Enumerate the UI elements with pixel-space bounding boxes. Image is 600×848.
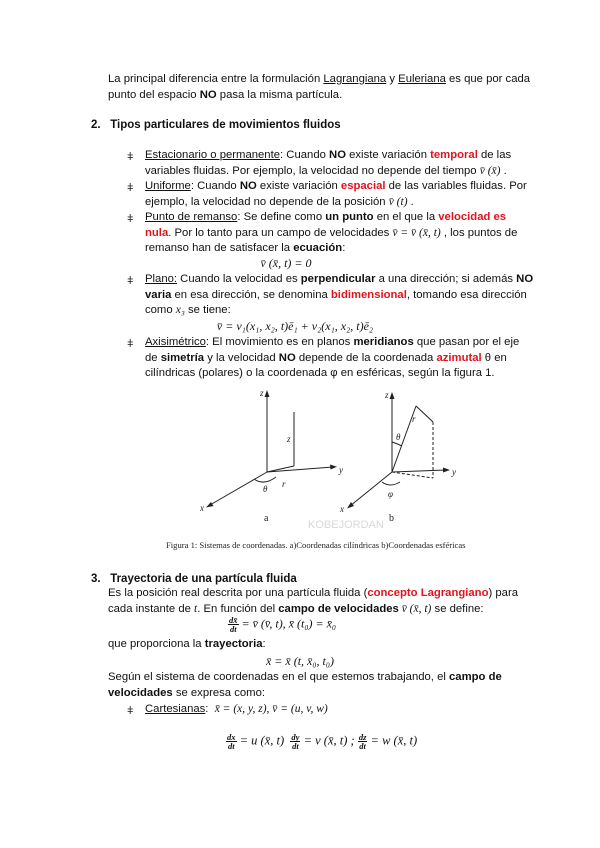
figure-coordinate-systems xyxy=(190,382,490,532)
intro-line-2 xyxy=(108,88,548,104)
item-text: en esa dirección, se denomina xyxy=(171,288,331,301)
equation-remanso: v̄ (x̄, t) = 0 xyxy=(260,256,312,270)
fig-label: r xyxy=(282,479,286,489)
para-text: : xyxy=(205,703,209,715)
para-text: Según el sistema de coordenadas en el que estemos trabajando, el xyxy=(108,671,450,683)
term-axisimetrico: Axisimétrico xyxy=(145,336,206,348)
temporal-highlight: temporal xyxy=(430,149,478,161)
bidimensional-highlight: bidimensional xyxy=(330,288,407,301)
numerator: dx̄ xyxy=(229,615,238,625)
no-emphasis: NO xyxy=(199,88,217,101)
para-text: : xyxy=(262,638,266,650)
item-text: , los puntos de xyxy=(440,226,518,239)
equation-rhs: = v̄ (v̄, t), x̄ (t₀) = x̄₀ xyxy=(241,616,337,631)
campo-velocidades-emphasis: campo de velocidades xyxy=(278,602,399,615)
math-inline: v̄ (t) xyxy=(388,195,408,208)
item-text: como xyxy=(145,304,176,316)
item-text: : Se define como xyxy=(237,211,326,223)
lagrangiana-term: Lagrangiana xyxy=(323,73,387,85)
figure-a-cylindrical xyxy=(206,390,337,508)
x-axis-b xyxy=(350,472,392,506)
item-text: y la velocidad xyxy=(204,351,279,364)
item-uniforme xyxy=(145,179,555,210)
item-text: : Cuando xyxy=(280,149,330,161)
fraction xyxy=(226,733,237,750)
bullet-icon: ǂ xyxy=(127,338,134,350)
arrow-icon xyxy=(330,465,337,470)
intro-paragraph xyxy=(108,72,548,103)
trayectoria-line xyxy=(108,637,548,653)
intro-line-1 xyxy=(108,72,548,88)
numerator: dx xyxy=(227,732,236,742)
item-text: : El movimiento es en planos xyxy=(205,336,354,348)
denominator: dt xyxy=(229,624,237,634)
item-text: : xyxy=(342,242,346,254)
term-remanso: Punto de remanso xyxy=(145,211,238,223)
section-title: Trayectoria de una partícula fluida xyxy=(110,573,297,585)
para-text: cada instante de xyxy=(108,602,195,615)
fig-label: θ xyxy=(263,484,268,494)
panel-label-a: a xyxy=(264,513,269,524)
para-text: que proporciona la xyxy=(108,638,205,650)
term-estacionario: Estacionario o permanente xyxy=(145,149,281,161)
coordenadas-paragraph xyxy=(108,670,553,701)
equation-plano: v̄ = v₁(x₁, x₂, t)ē₁ + v₂(x₁, x₂, t)ē₂ xyxy=(216,319,374,333)
item-text: existe variación xyxy=(256,180,341,192)
velocidad-highlight: velocidad es xyxy=(438,211,507,223)
arrow-icon xyxy=(265,390,270,397)
section-3-heading xyxy=(91,573,297,585)
un-punto-emphasis: un punto xyxy=(325,211,374,223)
projection-base-b xyxy=(392,472,433,478)
item-text: remanso han de satisfacer la xyxy=(145,242,294,254)
item-text: existe variación xyxy=(345,149,431,161)
perpendicular-emphasis: perpendicular xyxy=(300,273,376,285)
item-text: depende de la coordenada xyxy=(295,351,437,364)
equation-rhs: = v (x̄, t) xyxy=(303,733,348,748)
numerator: dz xyxy=(358,732,367,742)
section-number: 3. xyxy=(91,573,101,585)
campo-emphasis: campo de xyxy=(449,671,502,683)
term-plano: Plano: xyxy=(145,273,178,285)
no-emphasis: NO xyxy=(278,351,296,364)
y-axis-b xyxy=(392,470,446,472)
math-inline: x̄ = (x, y, z), v̄ = (u, v, w) xyxy=(214,703,328,715)
section-number: 2. xyxy=(91,119,101,131)
fig-label: x xyxy=(340,504,344,514)
item-text: : Cuando xyxy=(190,180,240,192)
varia-emphasis: varia xyxy=(145,288,172,301)
item-text: θ en xyxy=(481,351,507,364)
para-text: se expresa como: xyxy=(172,686,265,699)
fig-label: x xyxy=(200,503,204,513)
item-text: cilíndricas (polares) o la coordenada φ en esféricas, según la figura 1. xyxy=(145,367,495,379)
fig-label: z xyxy=(260,388,264,398)
equation-rhs: = u (x̄, t) xyxy=(239,733,285,748)
math-inline: v̄ (x̄, t) xyxy=(398,602,432,615)
numerator: dy xyxy=(291,732,300,742)
fraction xyxy=(290,733,300,750)
separator: ; xyxy=(347,733,358,748)
intro-text: punto del espacio xyxy=(108,88,200,101)
equation-rhs: = w (x̄, t) xyxy=(370,733,418,748)
bullet-icon: ǂ xyxy=(127,151,134,163)
item-text: Cuando la velocidad es xyxy=(177,273,301,285)
item-text: ejemplo, la velocidad no depende de la posición xyxy=(145,195,389,208)
arrow-icon xyxy=(443,468,450,473)
nula-highlight: nula xyxy=(145,226,169,239)
fraction xyxy=(358,733,368,750)
bullet-icon: ǂ xyxy=(127,275,134,287)
intro-text: pasa la misma partícula. xyxy=(216,88,343,101)
equation-cartesianas xyxy=(226,733,466,750)
item-text: . xyxy=(500,164,507,177)
projection-top-b xyxy=(416,406,433,422)
section-3-paragraph xyxy=(108,586,548,617)
fig-label: r xyxy=(412,414,416,424)
item-axisimetrico xyxy=(145,335,555,382)
item-punto-remanso xyxy=(145,210,555,257)
velocidades-emphasis: velocidades xyxy=(108,686,173,699)
item-estacionario xyxy=(145,148,555,179)
meridianos-emphasis: meridianos xyxy=(353,336,414,348)
item-text: de las xyxy=(477,149,512,161)
azimutal-highlight: azimutal xyxy=(436,351,482,364)
item-text: en el que la xyxy=(373,211,439,223)
panel-label-b: b xyxy=(389,513,394,524)
item-text: , tomando esa dirección xyxy=(406,288,527,301)
fig-label: z xyxy=(287,434,291,444)
ecuacion-emphasis: ecuación xyxy=(293,242,343,254)
term-cartesianas: Cartesianas xyxy=(145,703,206,715)
figure-b-spherical xyxy=(347,392,450,509)
no-emphasis: NO xyxy=(239,180,257,192)
denominator: dt xyxy=(227,741,235,751)
arrow-icon xyxy=(206,502,214,508)
espacial-highlight: espacial xyxy=(340,180,386,192)
math-inline: v̄ (x̄) xyxy=(479,164,501,177)
intro-text: y xyxy=(386,73,399,85)
item-text: . xyxy=(407,195,414,208)
equation-trayectoria: x̄ = x̄ (t, x̄₀, t₀) xyxy=(265,654,335,668)
fig-label: y xyxy=(339,465,343,475)
fig-label: z xyxy=(385,390,389,400)
item-text: de las variables fluidas. Por xyxy=(385,180,527,192)
fig-label: φ xyxy=(388,489,393,499)
math-inline: x₃ xyxy=(175,304,185,316)
para-text: . En función del xyxy=(197,602,279,615)
intro-text: es que por cada xyxy=(445,73,531,85)
watermark: KOBEJORDAN xyxy=(308,519,384,531)
para-text: se define: xyxy=(431,602,484,615)
item-text: se tiene: xyxy=(184,304,231,316)
math-inline: t xyxy=(194,602,198,615)
trayectoria-emphasis: trayectoria xyxy=(204,638,263,650)
arrow-icon xyxy=(390,392,395,399)
para-text: Es la posición real descrita por una partícula fluida ( xyxy=(108,587,368,599)
phi-arc-b xyxy=(382,482,400,485)
fig-label: y xyxy=(452,467,456,477)
no-emphasis: NO xyxy=(329,149,346,161)
simetria-emphasis: simetría xyxy=(160,351,205,364)
euleriana-term: Euleriana xyxy=(398,73,446,85)
item-text: . Por lo tanto para un campo de velocidades xyxy=(168,226,393,239)
denominator: dt xyxy=(359,741,366,751)
bullet-icon: ǂ xyxy=(127,182,134,194)
item-plano xyxy=(145,272,555,319)
section-title: Tipos particulares de movimientos fluidos xyxy=(110,119,341,131)
no-emphasis: NO xyxy=(516,273,534,285)
denominator: dt xyxy=(292,741,299,751)
equation-velocidad xyxy=(228,616,388,633)
para-text: ) para xyxy=(488,587,518,599)
x-axis-a xyxy=(210,472,267,505)
theta-arc-b xyxy=(392,442,402,446)
term-uniforme: Uniforme xyxy=(145,180,191,192)
fig-label: θ xyxy=(396,432,401,442)
bullet-icon: ǂ xyxy=(127,705,134,717)
item-text: variables fluidas. Por ejemplo, la velocidad no depende del tiempo xyxy=(145,164,480,177)
math-inline: v̄ = v̄ (x̄, t) xyxy=(392,226,441,239)
item-text: de xyxy=(145,351,161,364)
item-text: a una dirección; si además xyxy=(375,273,517,285)
bullet-icon: ǂ xyxy=(127,213,134,225)
intro-text: La principal diferencia entre la formulación xyxy=(108,73,324,85)
fraction xyxy=(228,616,239,633)
item-text: que pasan por el eje xyxy=(413,336,520,348)
figure-caption: Figura 1: Sistemas de coordenadas. a)Coordenadas cilíndricas b)Coordenadas esféricas xyxy=(166,540,466,550)
concepto-lagrangiano-highlight: concepto Lagrangiano xyxy=(367,587,489,599)
item-cartesianas xyxy=(145,702,545,718)
section-2-heading xyxy=(91,119,341,131)
